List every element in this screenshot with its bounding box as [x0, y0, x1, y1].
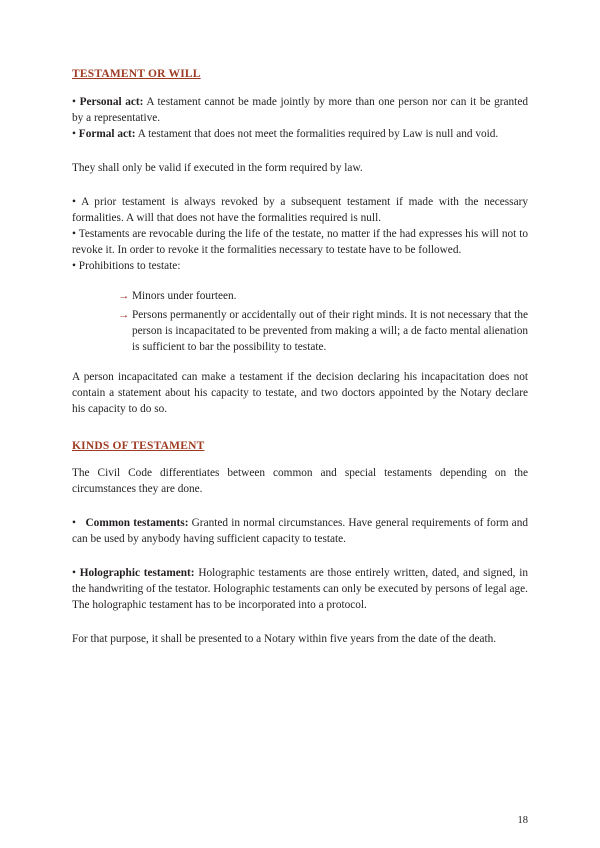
- paragraph-civil-code-intro: The Civil Code differentiates between common and special testaments depending on the circumstances they are done.: [72, 466, 528, 495]
- sublist-item-right-minds: [118, 307, 528, 355]
- bullet-personal-act-label: Personal act:: [79, 96, 144, 108]
- bullet-common-testaments-line: [72, 515, 528, 547]
- bullet-glyph: •: [72, 228, 76, 241]
- bullet-holographic-testament-line: [72, 565, 528, 613]
- bullet-holographic-testament-label: Holographic testament:: [79, 566, 195, 579]
- bullet-glyph: •: [72, 516, 76, 529]
- section-heading-testament-or-will: TESTAMENT OR WILL: [72, 68, 201, 80]
- bullet-revocable-testaments: [72, 226, 528, 258]
- bullet-glyph: •: [72, 260, 76, 273]
- paragraph-incapacitated: A person incapacitated can make a testament if the decision declaring his incapacitation does not contain a statement about his capacity to testate, and two doctors appointed by the Notary declare his capacity to do so.: [72, 371, 528, 416]
- sublist-item-minors: [118, 288, 528, 304]
- bullet-personal-act: [72, 94, 528, 142]
- arrow-icon: →: [118, 290, 130, 303]
- section-heading-kinds-of-testament: KINDS OF TESTAMENT: [72, 439, 205, 452]
- bullet-glyph: •: [72, 128, 76, 141]
- spacer: [72, 151, 528, 160]
- bullet-common-testaments-text: Granted in normal circumstances. Have general requirements of form and can be used by anybody having sufficient capacity to testate.: [72, 516, 528, 545]
- spacer: [72, 185, 528, 194]
- bullet-formal-act-label: Formal act:: [78, 128, 136, 141]
- paragraph-valid-form: They shall only be valid if executed in the form required by law.: [72, 162, 363, 175]
- bullet-formal-act-text: A testament that does not meet the formalities required by Law is null and void.: [135, 128, 499, 141]
- bullet-glyph: •: [72, 566, 76, 579]
- sublist-item-minors-text: Minors under fourteen.: [132, 290, 237, 303]
- sublist-item-right-minds-text: Persons permanently or accidentally out of their right minds. It is not necessary that the person is incapacitated to be prevented from making a will; a de facto mental alienation is sufficient to bar the possibility to testate.: [132, 309, 528, 354]
- bullet-prior-testament-text: A prior testament is always revoked by a subsequent testament if made with the necessary formalities. A will that does not have the formalities required is null.: [72, 196, 529, 225]
- bullet-glyph: •: [72, 196, 76, 209]
- bullet-glyph: •: [72, 96, 76, 108]
- bullet-prior-testament: [72, 194, 528, 226]
- paragraph-purpose-notary: For that purpose, it shall be presented to a Notary within five years from the date of the death.: [72, 632, 497, 645]
- spacer: [72, 622, 528, 631]
- arrow-icon: →: [118, 309, 130, 322]
- bullet-personal-act-line: [72, 94, 528, 126]
- bullet-personal-act-text: A testament cannot be made jointly by more than one person nor can it be granted by a representative.: [72, 96, 528, 125]
- bullet-holographic-testament: [72, 565, 528, 613]
- spacer: [72, 556, 528, 565]
- bullet-group-revocation: [72, 194, 528, 274]
- bullet-common-testaments: [72, 515, 528, 547]
- spacer: [72, 506, 528, 515]
- bullet-prohibitions: [72, 258, 528, 274]
- prohibitions-sublist: [118, 288, 528, 355]
- bullet-revocable-testaments-text: Testaments are revocable during the life of the testate, no matter if the had expresses his will not to revoke it. In order to revoke it the formalities necessary to testate have to be followed.: [72, 228, 528, 257]
- bullet-common-testaments-label: Common testaments:: [85, 516, 189, 529]
- bullet-holographic-testament-text: Holographic testaments are those entirely written, dated, and signed, in the handwriting of the testator. Holographic testaments can only be executed by persons of legal age. The holographic testament has to be incorporated into a protocol.: [72, 566, 528, 611]
- page-number: 18: [517, 815, 528, 826]
- bullet-prohibitions-text: Prohibitions to testate:: [78, 260, 181, 273]
- bullet-formal-act-line: [72, 126, 528, 142]
